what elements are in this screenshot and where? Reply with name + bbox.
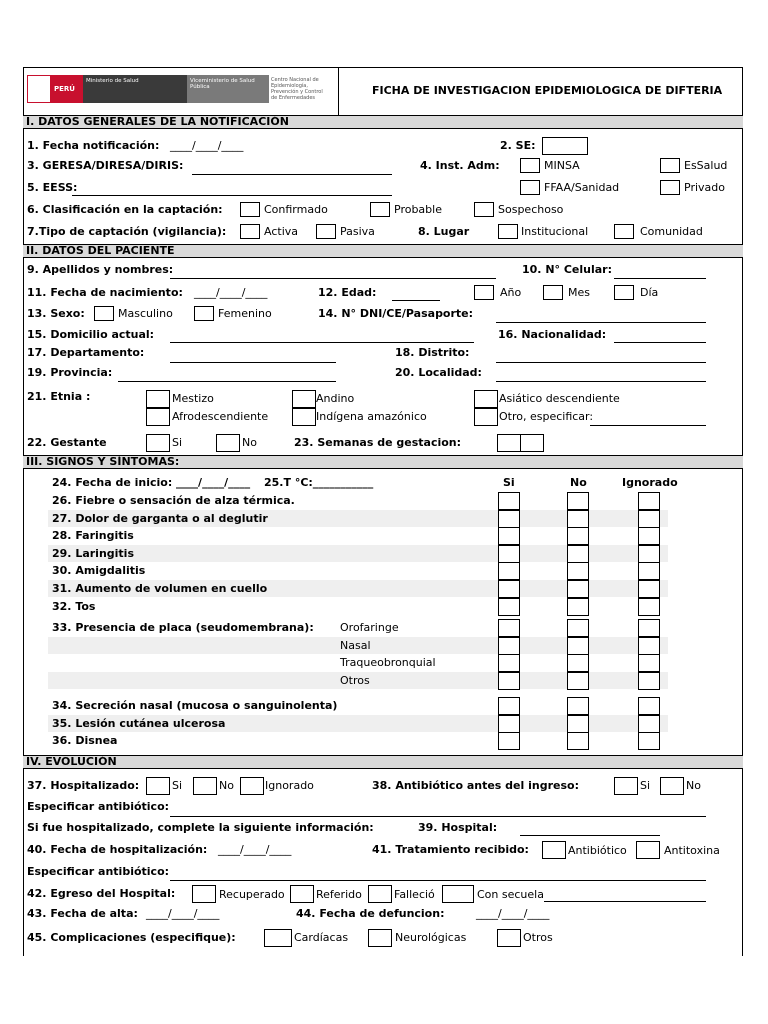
otros-complicaciones-label: Otros	[523, 931, 553, 944]
se-field[interactable]	[542, 137, 588, 155]
dni-label: 14. N° DNI/CE/Pasaporte:	[318, 307, 474, 320]
clasificacion-label: 6. Clasificación en la captación:	[27, 203, 223, 216]
section-3-title: III. SIGNOS Y SÍNTOMAS:	[26, 455, 180, 468]
gestante-si-label: Si	[172, 436, 183, 449]
temperatura-label: 25.T °C:___________	[264, 476, 374, 489]
andino-label: Andino	[316, 392, 355, 405]
symptom-ignorado-checkbox[interactable]	[638, 527, 660, 545]
gestante-si-checkbox[interactable]	[146, 434, 170, 452]
domicilio-label: 15. Domicilio actual:	[27, 328, 155, 341]
symptom-ignorado-checkbox[interactable]	[638, 619, 660, 637]
symptom-label: 35. Lesión cutánea ulcerosa	[52, 716, 226, 730]
symptom-ignorado-checkbox[interactable]	[638, 732, 660, 750]
hosp-si-checkbox[interactable]	[146, 777, 170, 795]
con-secuela-checkbox[interactable]	[442, 885, 474, 903]
referido-label: Referido	[316, 888, 362, 901]
antitoxina-label: Antitoxina	[664, 844, 720, 857]
otro-etnia-label: Otro, especificar:	[499, 410, 594, 423]
symptom-no-checkbox[interactable]	[567, 637, 589, 655]
hosp-no-label: No	[219, 779, 234, 792]
symptom-no-checkbox[interactable]	[567, 545, 589, 563]
symptom-si-checkbox[interactable]	[498, 654, 520, 672]
celular-label: 10. N° Celular:	[522, 263, 613, 276]
symptom-label: 31. Aumento de volumen en cuello	[52, 582, 268, 595]
hosp-si-label: Si	[172, 779, 183, 792]
symptom-ignorado-checkbox[interactable]	[638, 545, 660, 563]
sospechoso-checkbox[interactable]	[474, 202, 494, 217]
edad-line[interactable]	[392, 300, 440, 301]
symptom-ignorado-checkbox[interactable]	[638, 715, 660, 733]
recuperado-checkbox[interactable]	[192, 885, 216, 903]
fecha-hospitalizacion-blank[interactable]: ____/____/____	[218, 843, 292, 856]
indigena-label: Indígena amazónico	[316, 410, 427, 423]
symptom-no-checkbox[interactable]	[567, 580, 589, 598]
symptom-si-checkbox[interactable]	[498, 545, 520, 563]
minsa-checkbox[interactable]	[520, 158, 540, 173]
symptom-si-checkbox[interactable]	[498, 715, 520, 733]
institucional-checkbox[interactable]	[498, 224, 518, 239]
essalud-checkbox[interactable]	[660, 158, 680, 173]
localidad-label: 20. Localidad:	[395, 366, 482, 379]
symptom-no-checkbox[interactable]	[567, 562, 589, 580]
hosp-ignorado-label: Ignorado	[265, 779, 314, 792]
pasiva-checkbox[interactable]	[316, 224, 336, 239]
hospitalizado-label: 37. Hospitalizado:	[27, 779, 140, 792]
symptom-label: 34. Secreción nasal (mucosa o sanguinolenta)	[52, 699, 338, 712]
hospital-line[interactable]	[520, 835, 660, 836]
inst-adm-label: 4. Inst. Adm:	[420, 159, 500, 172]
masculino-checkbox[interactable]	[94, 306, 114, 321]
otros-complicaciones-checkbox[interactable]	[497, 929, 521, 947]
placa-site-label: Traqueobronquial	[340, 656, 436, 670]
mes-label: Mes	[568, 286, 590, 299]
semanas-field-2[interactable]	[520, 434, 544, 452]
confirmado-label: Confirmado	[264, 203, 328, 216]
dia-checkbox[interactable]	[614, 285, 634, 300]
symptom-si-checkbox[interactable]	[498, 492, 520, 510]
antitoxina-checkbox[interactable]	[636, 841, 660, 859]
con-secuela-line[interactable]	[544, 901, 706, 902]
symptom-no-checkbox[interactable]	[567, 598, 589, 616]
symptom-ignorado-checkbox[interactable]	[638, 672, 660, 690]
con-secuela-label: Con secuela	[477, 888, 544, 901]
antibiotico-antes-label: 38. Antibiótico antes del ingreso:	[372, 779, 579, 792]
hosp-ignorado-checkbox[interactable]	[240, 777, 264, 795]
cardiacas-checkbox[interactable]	[264, 929, 292, 947]
symptom-si-checkbox[interactable]	[498, 697, 520, 715]
complicaciones-label: 45. Complicaciones (especifique):	[27, 931, 236, 944]
symptom-si-checkbox[interactable]	[498, 580, 520, 598]
fecha-notificacion-label: 1. Fecha notificación:	[27, 139, 160, 152]
probable-label: Probable	[394, 203, 442, 216]
mes-checkbox[interactable]	[543, 285, 563, 300]
symptom-label: 28. Faringitis	[52, 529, 134, 543]
afro-checkbox[interactable]	[146, 408, 170, 426]
placa-site-label: Otros	[340, 673, 370, 687]
symptom-si-checkbox[interactable]	[498, 510, 520, 528]
col-no-header: No	[570, 476, 587, 489]
hospital-label: 39. Hospital:	[418, 821, 498, 834]
tipo-captacion-label: 7.Tipo de captación (vigilancia):	[27, 225, 227, 238]
distrito-label: 18. Distrito:	[395, 346, 470, 359]
tratamiento-label: 41. Tratamiento recibido:	[372, 843, 529, 856]
logo-center: Centro Nacional de Epidemiología, Prevención y Control de Enfermedades	[269, 75, 329, 103]
symptom-label: 27. Dolor de garganta o al deglutir	[52, 511, 268, 525]
femenino-label: Femenino	[218, 307, 272, 320]
departamento-label: 17. Departamento:	[27, 346, 145, 359]
placa-label: 33. Presencia de placa (seudomembrana):	[52, 621, 314, 634]
placa-site-label: Nasal	[340, 638, 371, 652]
masculino-label: Masculino	[118, 307, 173, 320]
especificar-antibiotico-2-line[interactable]	[170, 880, 706, 881]
symptom-si-checkbox[interactable]	[498, 732, 520, 750]
antib-no-label: No	[686, 779, 701, 792]
essalud-label: EsSalud	[684, 159, 728, 172]
fallecio-label: Falleció	[394, 888, 435, 901]
femenino-checkbox[interactable]	[194, 306, 214, 321]
antib-si-checkbox[interactable]	[614, 777, 638, 795]
section-4-title: IV. EVOLUCIÓN	[26, 755, 117, 768]
symptom-no-checkbox[interactable]	[567, 619, 589, 637]
si-fue-hospitalizado-label: Si fue hospitalizado, complete la siguiente información:	[27, 821, 374, 834]
fecha-alta-blank[interactable]: ____/____/____	[146, 907, 220, 920]
symptom-no-checkbox[interactable]	[567, 697, 589, 715]
privado-checkbox[interactable]	[660, 180, 680, 195]
mestizo-checkbox[interactable]	[146, 390, 170, 408]
institucional-label: Institucional	[521, 225, 589, 238]
edad-label: 12. Edad:	[318, 286, 377, 299]
geresa-label: 3. GERESA/DIRESA/DIRIS:	[27, 159, 184, 172]
symptom-ignorado-checkbox[interactable]	[638, 510, 660, 528]
anio-checkbox[interactable]	[474, 285, 494, 300]
fecha-notificacion-blank[interactable]: ____/____/____	[170, 139, 244, 152]
nacionalidad-line[interactable]	[614, 342, 706, 343]
antib-no-checkbox[interactable]	[660, 777, 684, 795]
symptom-ignorado-checkbox[interactable]	[638, 562, 660, 580]
antibiotico-label: Antibiótico	[568, 844, 627, 857]
symptom-si-checkbox[interactable]	[498, 619, 520, 637]
symptom-si-checkbox[interactable]	[498, 637, 520, 655]
symptom-label: 32. Tos	[52, 599, 96, 613]
probable-checkbox[interactable]	[370, 202, 390, 217]
fecha-defuncion-label: 44. Fecha de defuncion:	[296, 907, 445, 920]
sexo-label: 13. Sexo:	[27, 307, 85, 320]
provincia-label: 19. Provincia:	[27, 366, 113, 379]
section-4-header	[23, 755, 743, 769]
comunidad-label: Comunidad	[640, 225, 703, 238]
symptom-label: 26. Fiebre o sensación de alza térmica.	[52, 494, 295, 507]
localidad-line[interactable]	[496, 381, 706, 382]
eess-label: 5. EESS:	[27, 181, 78, 194]
domicilio-line[interactable]	[170, 342, 474, 343]
section-2-title: II. DATOS DEL PACIENTE	[26, 244, 175, 257]
section-1-header	[23, 115, 743, 129]
distrito-line[interactable]	[496, 362, 706, 363]
logo-vice: Viceministerio de Salud Pública	[187, 75, 269, 103]
gestante-no-label: No	[242, 436, 257, 449]
semanas-field-1[interactable]	[497, 434, 521, 452]
geresa-line[interactable]	[192, 174, 392, 175]
especificar-antibiotico-2-label: Especificar antibiótico:	[27, 865, 170, 878]
symptom-ignorado-checkbox[interactable]	[638, 697, 660, 715]
symptom-no-checkbox[interactable]	[567, 654, 589, 672]
afro-label: Afrodescendiente	[172, 410, 269, 423]
indigena-checkbox[interactable]	[292, 408, 316, 426]
symptom-no-checkbox[interactable]	[567, 672, 589, 690]
col-ignorado-header: Ignorado	[622, 476, 678, 489]
hosp-no-checkbox[interactable]	[193, 777, 217, 795]
departamento-line[interactable]	[170, 362, 336, 363]
otro-etnia-checkbox[interactable]	[474, 408, 498, 426]
se-label: 2. SE:	[500, 139, 536, 152]
symptom-si-checkbox[interactable]	[498, 598, 520, 616]
symptom-si-checkbox[interactable]	[498, 527, 520, 545]
section-2-header	[23, 244, 743, 258]
header-divider	[338, 67, 339, 115]
dia-label: Día	[640, 286, 659, 299]
nacionalidad-label: 16. Nacionalidad:	[498, 328, 607, 341]
symptom-ignorado-checkbox[interactable]	[638, 580, 660, 598]
form-title: FICHA DE INVESTIGACION EPIDEMIOLOGICA DE DIFTERIA	[372, 84, 723, 97]
symptom-ignorado-checkbox[interactable]	[638, 492, 660, 510]
section-3-header	[23, 455, 743, 469]
fecha-hospitalizacion-label: 40. Fecha de hospitalización:	[27, 843, 208, 856]
comunidad-checkbox[interactable]	[614, 224, 634, 239]
gestante-label: 22. Gestante	[27, 436, 107, 449]
especificar-antibiotico-line[interactable]	[170, 816, 706, 817]
fecha-alta-label: 43. Fecha de alta:	[27, 907, 138, 920]
activa-checkbox[interactable]	[240, 224, 260, 239]
symptom-label: 29. Laringitis	[52, 546, 134, 560]
sospechoso-label: Sospechoso	[498, 203, 564, 216]
logo-ministry: Ministerio de Salud	[83, 75, 187, 103]
symptom-si-checkbox[interactable]	[498, 562, 520, 580]
neurologicas-checkbox[interactable]	[368, 929, 392, 947]
referido-checkbox[interactable]	[290, 885, 314, 903]
ffaa-label: FFAA/Sanidad	[544, 181, 620, 194]
neurologicas-label: Neurológicas	[395, 931, 467, 944]
privado-label: Privado	[684, 181, 725, 194]
symptom-label: 30. Amigdalitis	[52, 564, 146, 578]
asiatico-checkbox[interactable]	[474, 390, 498, 408]
celular-line[interactable]	[614, 278, 706, 279]
symptom-si-checkbox[interactable]	[498, 672, 520, 690]
symptom-no-checkbox[interactable]	[567, 527, 589, 545]
asiatico-label: Asiático descendiente	[499, 392, 620, 405]
ministry-logo	[27, 75, 329, 103]
dni-line[interactable]	[496, 322, 706, 323]
fecha-defuncion-blank[interactable]: ____/____/____	[476, 907, 550, 920]
fecha-nacimiento-blank[interactable]: ____/____/____	[194, 286, 268, 299]
fecha-inicio-label: 24. Fecha de inicio: ____/____/____	[52, 476, 251, 489]
logo-peru	[27, 75, 51, 103]
fecha-nacimiento-label: 11. Fecha de nacimiento:	[27, 286, 183, 299]
egreso-label: 42. Egreso del Hospital:	[27, 887, 176, 900]
especificar-antibiotico-label: Especificar antibiótico:	[27, 800, 170, 813]
semanas-label: 23. Semanas de gestacion:	[294, 436, 462, 449]
antibiotico-checkbox[interactable]	[542, 841, 566, 859]
pasiva-label: Pasiva	[340, 225, 375, 238]
logo-country: PERÚ	[51, 75, 83, 103]
symptom-no-checkbox[interactable]	[567, 732, 589, 750]
activa-label: Activa	[264, 225, 298, 238]
cardiacas-label: Cardíacas	[294, 931, 349, 944]
ffaa-checkbox[interactable]	[520, 180, 540, 195]
symptom-no-checkbox[interactable]	[567, 510, 589, 528]
fallecio-checkbox[interactable]	[368, 885, 392, 903]
symptom-no-checkbox[interactable]	[567, 715, 589, 733]
minsa-label: MINSA	[544, 159, 580, 172]
gestante-no-checkbox[interactable]	[216, 434, 240, 452]
apellidos-line[interactable]	[170, 278, 496, 279]
symptom-no-checkbox[interactable]	[567, 492, 589, 510]
symptom-ignorado-checkbox[interactable]	[638, 637, 660, 655]
section-1-title: I. DATOS GENERALES DE LA NOTIFICACIÓN	[26, 115, 289, 128]
placa-site-label: Orofaringe	[340, 621, 399, 634]
anio-label: Año	[500, 286, 522, 299]
apellidos-label: 9. Apellidos y nombres:	[27, 263, 174, 276]
andino-checkbox[interactable]	[292, 390, 316, 408]
otro-etnia-line[interactable]	[590, 425, 706, 426]
col-si-header: Si	[503, 476, 515, 489]
symptom-ignorado-checkbox[interactable]	[638, 654, 660, 672]
antib-si-label: Si	[640, 779, 651, 792]
recuperado-label: Recuperado	[219, 888, 285, 901]
lugar-label: 8. Lugar	[418, 225, 470, 238]
mestizo-label: Mestizo	[172, 392, 214, 405]
provincia-line[interactable]	[118, 381, 336, 382]
confirmado-checkbox[interactable]	[240, 202, 260, 217]
symptom-ignorado-checkbox[interactable]	[638, 598, 660, 616]
eess-line[interactable]	[72, 195, 392, 196]
etnia-label: 21. Etnia :	[27, 390, 91, 403]
symptom-label: 36. Disnea	[52, 734, 118, 748]
